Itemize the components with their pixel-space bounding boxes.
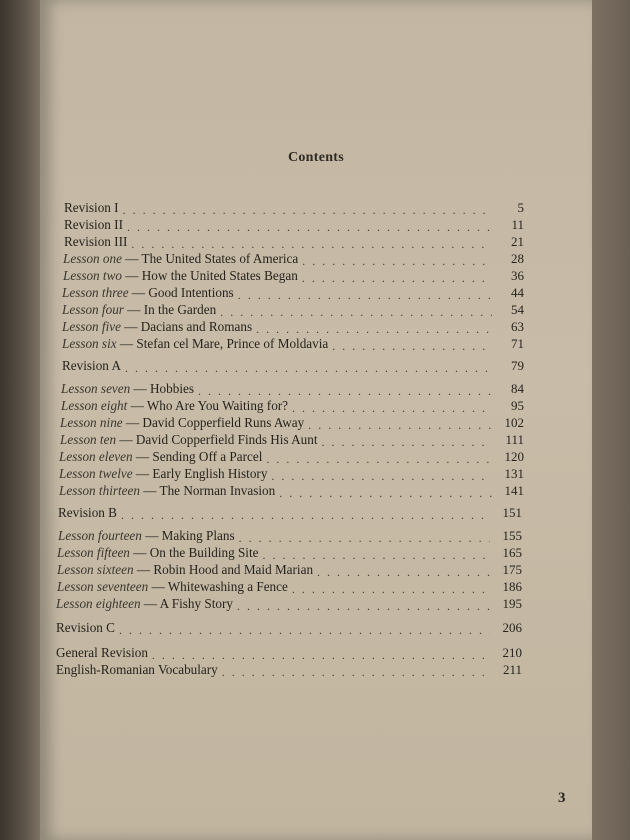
toc-entry — [61, 381, 524, 397]
toc-entry-page: 102 — [504, 415, 524, 430]
toc-entry-page: 155 — [502, 528, 522, 543]
toc-leader-dots — [332, 340, 492, 352]
toc-entry-dash: — — [148, 579, 168, 594]
toc-entry-text: How the United States Began — [141, 268, 298, 283]
toc-leader-dots — [125, 362, 492, 374]
toc-entry-dash: — — [132, 466, 153, 481]
toc-entry-page: 120 — [504, 449, 524, 464]
toc-leader-dots — [198, 385, 492, 397]
toc-entry — [57, 562, 522, 578]
toc-entry-text: Whitewashing a Fence — [167, 579, 288, 594]
toc-entry-title — [60, 415, 304, 431]
toc-leader-dots — [308, 419, 492, 431]
toc-entry-title — [63, 251, 298, 267]
toc-entry-text: The United States of America — [141, 251, 299, 266]
toc-entry-page: 28 — [511, 251, 524, 266]
toc-leader-dots — [222, 666, 490, 678]
toc-leader-dots — [292, 583, 490, 595]
toc-entry-text: Revision B — [58, 505, 117, 520]
toc-entry-title — [64, 234, 127, 250]
toc-entry-page: 195 — [502, 596, 522, 611]
book-page — [40, 0, 592, 840]
toc-entry-text: Dacians and Romans — [140, 319, 253, 334]
toc-entry-dash: — — [116, 432, 136, 447]
toc-entry-dash: — — [120, 319, 141, 334]
toc-leader-dots — [131, 238, 492, 250]
toc-leader-dots — [266, 453, 492, 465]
toc-entry — [56, 620, 522, 636]
toc-entry-dash: — — [141, 528, 162, 543]
toc-entry-lesson: Lesson one — [63, 251, 122, 266]
toc-entry-page: 11 — [511, 217, 524, 232]
toc-entry-dash: — — [123, 302, 144, 317]
toc-entry-page: 95 — [511, 398, 524, 413]
toc-entry-page: 79 — [511, 358, 524, 373]
toc-entry-dash: — — [139, 483, 160, 498]
toc-entry-text: Who Are You Waiting for? — [146, 398, 289, 413]
toc-entry-text: David Copperfield Finds His Aunt — [135, 432, 318, 447]
toc-entry-page: 206 — [502, 620, 522, 635]
toc-entry — [59, 449, 524, 465]
toc-leader-dots — [123, 204, 492, 216]
toc-entry-dash: — — [122, 268, 142, 283]
toc-entry-text: General Revision — [56, 645, 148, 660]
toc-leader-dots — [220, 306, 492, 318]
toc-entry-text: Robin Hood and Maid Marian — [153, 562, 314, 577]
toc-entry-text: Making Plans — [161, 528, 235, 543]
toc-entry — [59, 466, 524, 482]
toc-entry-text: Revision C — [56, 620, 115, 635]
toc-entry-dash: — — [140, 596, 160, 611]
toc-entry — [64, 217, 524, 233]
toc-entry-dash: — — [132, 449, 153, 464]
toc-entry-text: Good Intentions — [148, 285, 234, 300]
toc-entry-page: 63 — [511, 319, 524, 334]
toc-entry-title — [57, 562, 313, 578]
toc-entry-page: 36 — [511, 268, 524, 283]
toc-entry-page: 54 — [511, 302, 524, 317]
toc-entry-title — [59, 466, 267, 482]
toc-entry-text: On the Building Site — [149, 545, 259, 560]
toc-entry — [57, 579, 522, 595]
toc-entry-dash: — — [116, 336, 137, 351]
toc-entry-title — [61, 398, 288, 414]
page-edge — [592, 0, 630, 840]
toc-entry-lesson: Lesson fourteen — [58, 528, 142, 543]
toc-entry-title — [63, 268, 298, 284]
toc-entry — [61, 398, 524, 414]
toc-entry-lesson: Lesson sixteen — [57, 562, 134, 577]
toc-entry-page: 165 — [502, 545, 522, 560]
toc-leader-dots — [119, 624, 490, 636]
toc-entry — [56, 662, 522, 678]
toc-entry-page: 210 — [502, 645, 522, 660]
toc-entry-lesson: Lesson twelve — [59, 466, 133, 481]
toc-entry-lesson: Lesson eleven — [59, 449, 133, 464]
toc-entry-title — [56, 620, 115, 636]
toc-entry-lesson: Lesson ten — [60, 432, 117, 447]
toc-entry-page: 84 — [511, 381, 524, 396]
toc-leader-dots — [271, 470, 492, 482]
toc-entry — [58, 528, 522, 544]
toc-leader-dots — [322, 436, 492, 448]
toc-entry-page: 141 — [504, 483, 524, 498]
toc-entry — [56, 645, 522, 661]
toc-entry-text: Early English History — [152, 466, 268, 481]
toc-entry-dash: — — [127, 398, 147, 413]
toc-entry-title — [60, 432, 318, 448]
toc-leader-dots — [302, 272, 492, 284]
toc-entry-lesson: Lesson four — [62, 302, 124, 317]
toc-leader-dots — [127, 221, 492, 233]
toc-entry-page: 175 — [502, 562, 522, 577]
toc-entry-text: In the Garden — [143, 302, 217, 317]
toc-entry-page: 211 — [502, 662, 522, 677]
toc-leader-dots — [317, 566, 490, 578]
toc-entry-dash: — — [129, 545, 150, 560]
toc-entry-text: The Norman Invasion — [159, 483, 276, 498]
toc-leader-dots — [152, 649, 490, 661]
toc-entry-text: Sending Off a Parcel — [152, 449, 263, 464]
toc-entry-lesson: Lesson eight — [61, 398, 128, 413]
toc-entry-lesson: Lesson thirteen — [59, 483, 140, 498]
toc-entry-page: 131 — [504, 466, 524, 481]
toc-entry-text: English-Romanian Vocabulary — [56, 662, 218, 677]
toc-entry-lesson: Lesson eighteen — [56, 596, 141, 611]
toc-leader-dots — [238, 289, 492, 301]
toc-entry-title — [57, 545, 258, 561]
toc-entry-text: Revision II — [64, 217, 123, 232]
toc-entry-text: Stefan cel Mare, Prince of Moldavia — [136, 336, 329, 351]
toc-entry-text: Revision A — [62, 358, 121, 373]
toc-entry-dash: — — [128, 285, 149, 300]
toc-entry-title — [56, 662, 218, 678]
toc-entry-title — [58, 528, 235, 544]
toc-entry-title — [57, 579, 288, 595]
toc-leader-dots — [262, 549, 490, 561]
toc-leader-dots — [237, 600, 490, 612]
toc-entry-page: 71 — [511, 336, 524, 351]
toc-entry — [64, 234, 524, 250]
toc-entry-lesson: Lesson two — [63, 268, 122, 283]
toc-leader-dots — [302, 255, 492, 267]
toc-entry-lesson: Lesson three — [62, 285, 129, 300]
toc-entry-title — [59, 483, 275, 499]
toc-entry-dash: — — [133, 562, 154, 577]
toc-entry — [58, 505, 522, 521]
toc-entry-title — [62, 285, 234, 301]
toc-entry-title — [62, 358, 121, 374]
toc-entry-lesson: Lesson fifteen — [57, 545, 130, 560]
toc-entry — [62, 358, 524, 374]
toc-entry — [64, 200, 524, 216]
toc-entry — [56, 596, 522, 612]
toc-entry — [62, 336, 524, 352]
toc-entry-title — [58, 505, 117, 521]
toc-entry-title — [64, 200, 119, 216]
toc-entry — [57, 545, 522, 561]
toc-entry — [62, 319, 524, 335]
toc-entry-lesson: Lesson six — [62, 336, 117, 351]
toc-entry-dash: — — [121, 251, 142, 266]
toc-leader-dots — [239, 532, 490, 544]
toc-entry-text: Hobbies — [150, 381, 194, 396]
toc-entry-title — [62, 319, 252, 335]
toc-entry — [60, 432, 524, 448]
toc-entry-text: Revision I — [64, 200, 119, 215]
toc-entry-title — [64, 217, 123, 233]
toc-leader-dots — [292, 402, 492, 414]
toc-entry-page: 5 — [517, 200, 524, 215]
toc-entry-page: 21 — [511, 234, 524, 249]
toc-entry-page: 151 — [502, 505, 522, 520]
toc-entry-page: 111 — [505, 432, 524, 447]
toc-entry-lesson: Lesson seven — [61, 381, 131, 396]
table-of-contents — [40, 0, 592, 840]
toc-entry-page: 44 — [511, 285, 524, 300]
toc-leader-dots — [279, 487, 492, 499]
toc-entry-text: David Copperfield Runs Away — [142, 415, 305, 430]
toc-entry — [62, 285, 524, 301]
toc-entry — [59, 483, 524, 499]
toc-entry-lesson: Lesson seventeen — [57, 579, 149, 594]
toc-entry-text: Revision III — [64, 234, 128, 249]
toc-entry-lesson: Lesson nine — [60, 415, 123, 430]
toc-entry — [63, 268, 524, 284]
contents-heading: Contents — [287, 150, 345, 165]
toc-entry-lesson: Lesson five — [62, 319, 121, 334]
toc-entry-title — [56, 596, 233, 612]
toc-entry-text: A Fishy Story — [159, 596, 233, 611]
toc-entry-dash: — — [122, 415, 143, 430]
toc-entry-title — [56, 645, 148, 661]
toc-entry-dash: — — [130, 381, 151, 396]
toc-entry — [60, 415, 524, 431]
toc-entry-page: 186 — [502, 579, 522, 594]
toc-entry-title — [62, 336, 328, 352]
toc-entry — [63, 251, 524, 267]
toc-leader-dots — [256, 323, 492, 335]
page-number: 3 — [558, 790, 566, 806]
toc-entry-title — [62, 302, 216, 318]
toc-entry-title — [61, 381, 194, 397]
toc-leader-dots — [121, 509, 490, 521]
toc-entry — [62, 302, 524, 318]
toc-entry-title — [59, 449, 262, 465]
